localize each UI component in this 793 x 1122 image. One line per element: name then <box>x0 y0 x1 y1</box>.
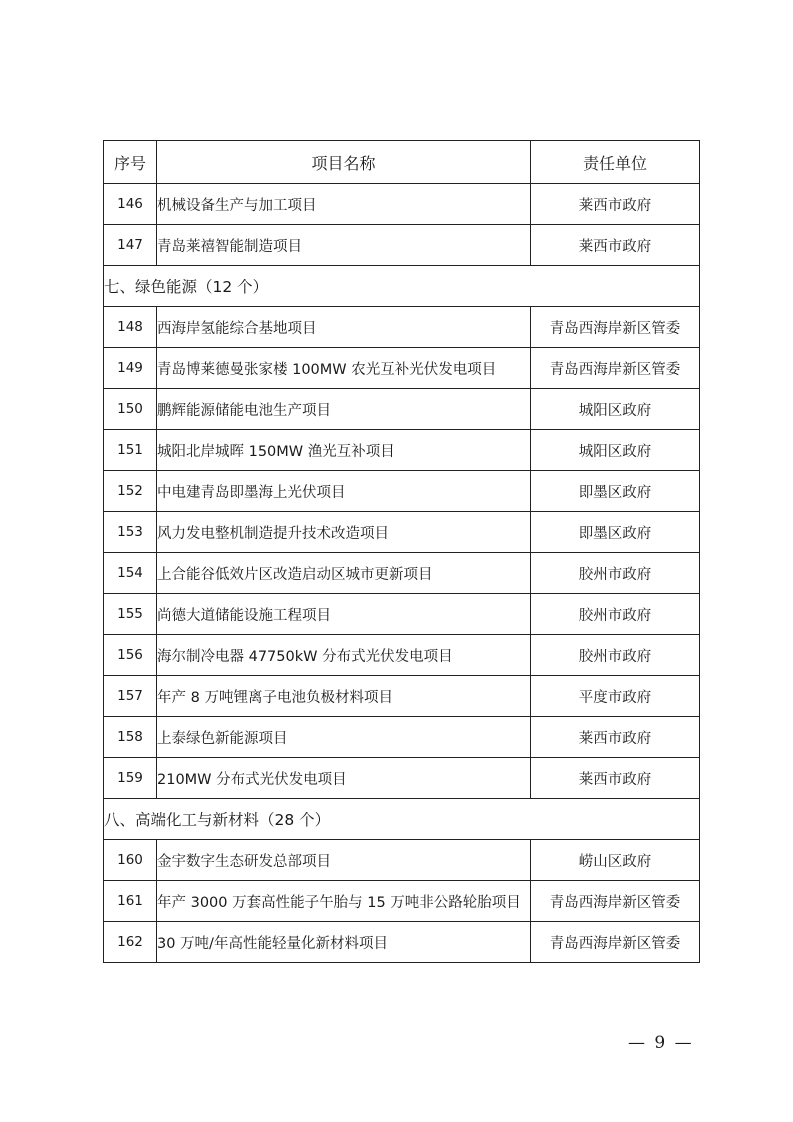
table-row <box>104 717 700 758</box>
table-row <box>104 307 700 348</box>
row-serial: 146 <box>104 184 157 225</box>
row-serial: 150 <box>104 389 157 430</box>
row-serial: 155 <box>104 594 157 635</box>
table-row <box>104 594 700 635</box>
row-project-name: 210MW 分布式光伏发电项目 <box>157 758 531 799</box>
row-responsible-unit: 即墨区政府 <box>531 512 700 553</box>
header-serial: 序号 <box>104 141 157 184</box>
table-row <box>104 922 700 963</box>
row-responsible-unit: 城阳区政府 <box>531 389 700 430</box>
row-project-name: 上泰绿色新能源项目 <box>157 717 531 758</box>
table-row <box>104 635 700 676</box>
row-project-name: 年产 3000 万套高性能子午胎与 15 万吨非公路轮胎项目 <box>157 881 531 922</box>
row-project-name: 中电建青岛即墨海上光伏项目 <box>157 471 531 512</box>
row-responsible-unit: 莱西市政府 <box>531 225 700 266</box>
row-responsible-unit: 平度市政府 <box>531 676 700 717</box>
header-responsible-unit: 责任单位 <box>531 141 700 184</box>
table-row <box>104 840 700 881</box>
section-title: 八、高端化工与新材料（28 个） <box>104 799 700 840</box>
row-responsible-unit: 胶州市政府 <box>531 553 700 594</box>
page-number: — 9 — <box>628 1033 694 1053</box>
row-serial: 147 <box>104 225 157 266</box>
section-title: 七、绿色能源（12 个） <box>104 266 700 307</box>
table-row <box>104 512 700 553</box>
row-project-name: 城阳北岸城晖 150MW 渔光互补项目 <box>157 430 531 471</box>
row-project-name: 西海岸氢能综合基地项目 <box>157 307 531 348</box>
header-project-name: 项目名称 <box>157 141 531 184</box>
row-responsible-unit: 莱西市政府 <box>531 717 700 758</box>
project-table <box>103 140 700 963</box>
table-row <box>104 758 700 799</box>
row-project-name: 青岛莱禧智能制造项目 <box>157 225 531 266</box>
section-row <box>104 799 700 840</box>
row-responsible-unit: 青岛西海岸新区管委 <box>531 348 700 389</box>
row-serial: 161 <box>104 881 157 922</box>
row-responsible-unit: 胶州市政府 <box>531 635 700 676</box>
row-serial: 156 <box>104 635 157 676</box>
row-responsible-unit: 青岛西海岸新区管委 <box>531 881 700 922</box>
row-project-name: 海尔制冷电器 47750kW 分布式光伏发电项目 <box>157 635 531 676</box>
row-serial: 151 <box>104 430 157 471</box>
table-row <box>104 225 700 266</box>
table-body <box>104 184 700 963</box>
row-project-name: 青岛博莱德曼张家楼 100MW 农光互补光伏发电项目 <box>157 348 531 389</box>
row-serial: 148 <box>104 307 157 348</box>
row-responsible-unit: 青岛西海岸新区管委 <box>531 307 700 348</box>
table-row <box>104 184 700 225</box>
row-serial: 153 <box>104 512 157 553</box>
row-project-name: 30 万吨/年高性能轻量化新材料项目 <box>157 922 531 963</box>
row-project-name: 风力发电整机制造提升技术改造项目 <box>157 512 531 553</box>
table-row <box>104 471 700 512</box>
row-project-name: 金宇数字生态研发总部项目 <box>157 840 531 881</box>
row-serial: 159 <box>104 758 157 799</box>
row-project-name: 鹏辉能源储能电池生产项目 <box>157 389 531 430</box>
row-responsible-unit: 城阳区政府 <box>531 430 700 471</box>
table-row <box>104 389 700 430</box>
row-project-name: 机械设备生产与加工项目 <box>157 184 531 225</box>
row-project-name: 上合能谷低效片区改造启动区城市更新项目 <box>157 553 531 594</box>
table-header-row <box>104 141 700 184</box>
table-row <box>104 553 700 594</box>
row-responsible-unit: 崂山区政府 <box>531 840 700 881</box>
row-serial: 152 <box>104 471 157 512</box>
table-row <box>104 676 700 717</box>
row-responsible-unit: 即墨区政府 <box>531 471 700 512</box>
row-project-name: 年产 8 万吨锂离子电池负极材料项目 <box>157 676 531 717</box>
row-serial: 154 <box>104 553 157 594</box>
row-serial: 149 <box>104 348 157 389</box>
table-row <box>104 430 700 471</box>
row-responsible-unit: 青岛西海岸新区管委 <box>531 922 700 963</box>
row-serial: 158 <box>104 717 157 758</box>
row-serial: 160 <box>104 840 157 881</box>
section-row <box>104 266 700 307</box>
row-responsible-unit: 莱西市政府 <box>531 184 700 225</box>
row-responsible-unit: 胶州市政府 <box>531 594 700 635</box>
row-serial: 162 <box>104 922 157 963</box>
row-responsible-unit: 莱西市政府 <box>531 758 700 799</box>
row-serial: 157 <box>104 676 157 717</box>
row-project-name: 尚德大道储能设施工程项目 <box>157 594 531 635</box>
table-row <box>104 348 700 389</box>
table-row <box>104 881 700 922</box>
